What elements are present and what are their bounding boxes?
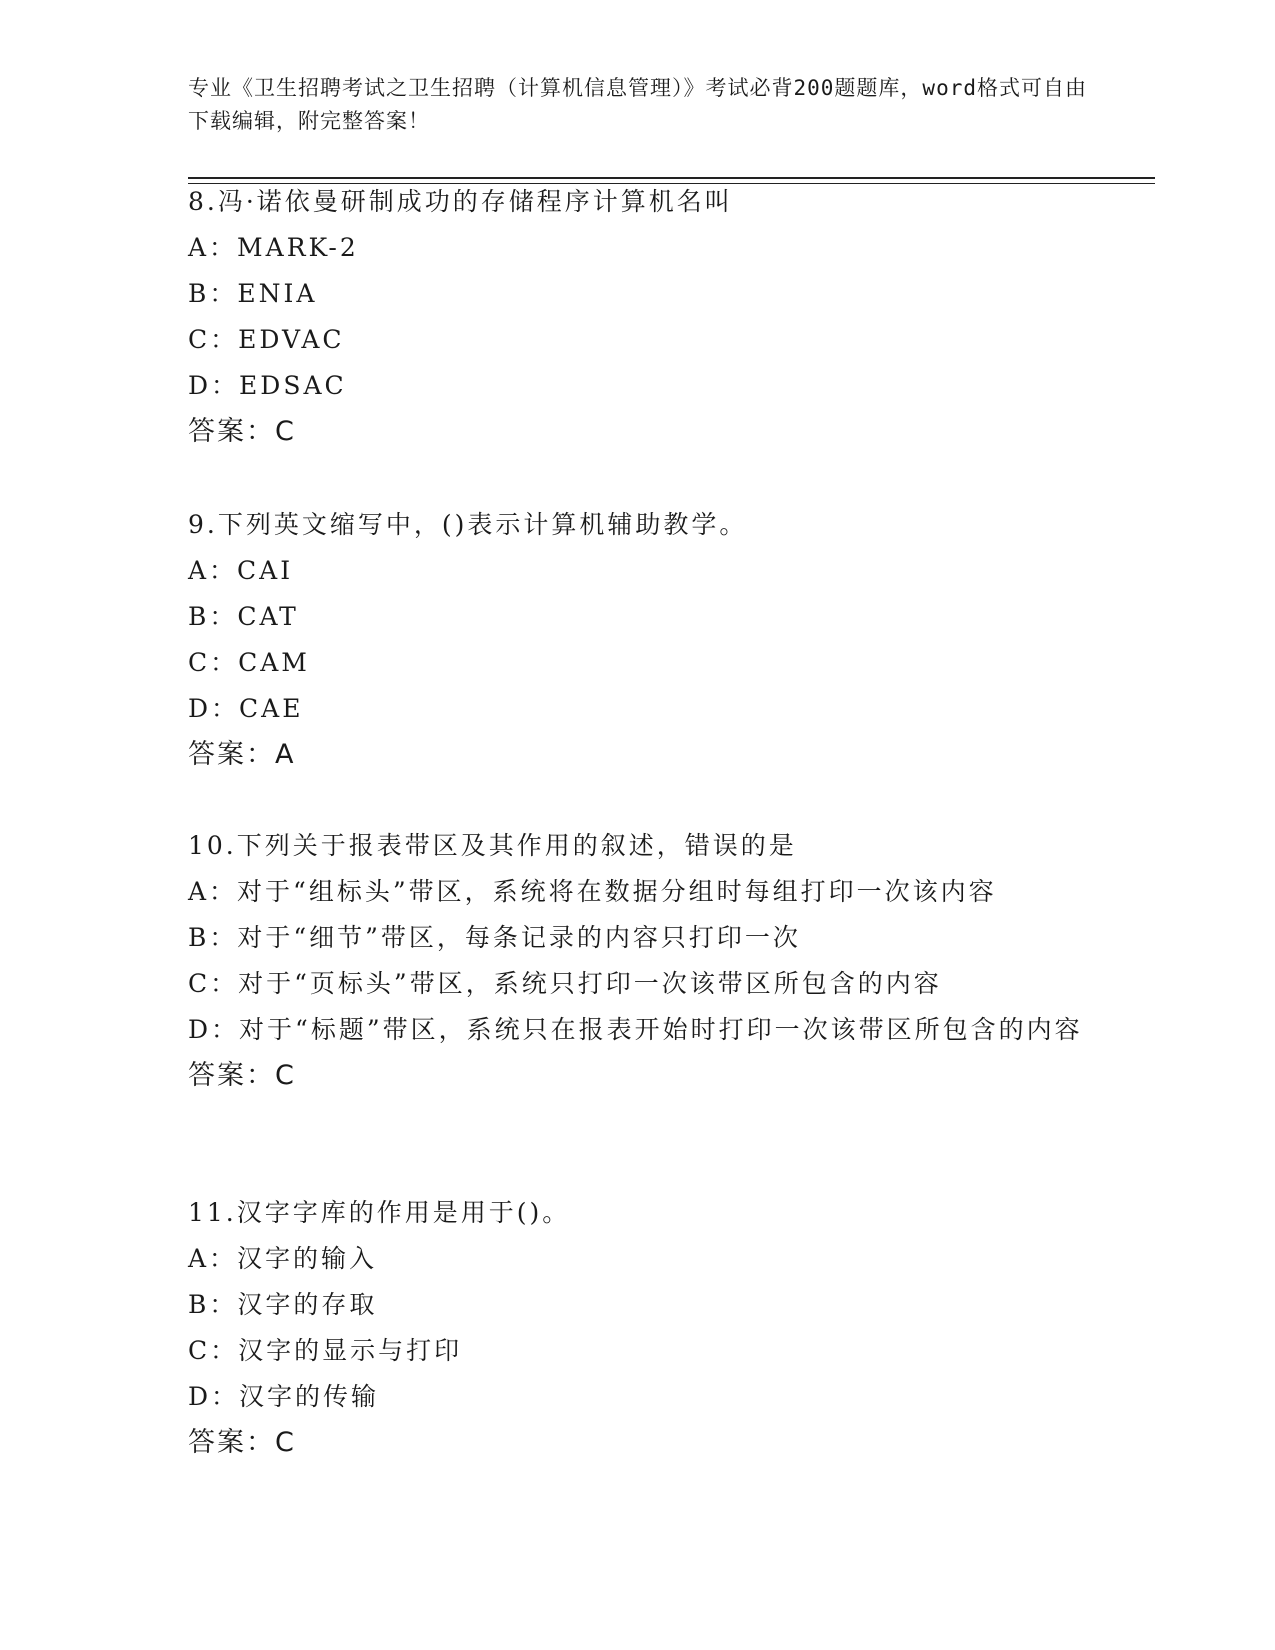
option-d: D：CAE	[188, 694, 304, 723]
question-stem: 8.冯·诺依曼研制成功的存储程序计算机名叫	[188, 187, 733, 216]
option-c: C：对于“页标头”带区，系统只打印一次该带区所包含的内容	[188, 969, 942, 998]
option-a: A：汉字的输入	[188, 1244, 378, 1273]
option-b: B：对于“细节”带区，每条记录的内容只打印一次	[188, 923, 801, 952]
option-d: D：汉字的传输	[188, 1382, 380, 1411]
question-8	[188, 179, 1108, 455]
option-c: C：CAM	[188, 648, 310, 677]
option-d: D：EDSAC	[188, 371, 347, 400]
answer: 答案：C	[188, 416, 296, 447]
answer: 答案：C	[188, 1060, 296, 1091]
question-stem: 9.下列英文缩写中，()表示计算机辅助教学。	[188, 510, 748, 539]
question-9	[188, 502, 1108, 778]
answer: 答案：A	[188, 739, 296, 770]
document-header: 专业《卫生招聘考试之卫生招聘（计算机信息管理）》考试必背200题题库，word格式可自由下载编辑，附完整答案！	[188, 76, 1087, 133]
option-c: C：汉字的显示与打印	[188, 1336, 463, 1365]
option-b: B：汉字的存取	[188, 1290, 378, 1319]
question-10	[188, 823, 1108, 1099]
option-a: A：MARK-2	[188, 233, 359, 262]
option-b: B：ENIA	[188, 279, 318, 308]
question-stem: 11.汉字字库的作用是用于()。	[188, 1198, 571, 1227]
option-c: C：EDVAC	[188, 325, 345, 354]
option-d: D：对于“标题”带区，系统只在报表开始时打印一次该带区所包含的内容	[188, 1015, 1083, 1044]
option-a: A：CAI	[188, 556, 294, 585]
answer: 答案：C	[188, 1427, 296, 1458]
option-b: B：CAT	[188, 602, 299, 631]
question-11	[188, 1190, 1108, 1466]
option-a: A：对于“组标头”带区，系统将在数据分组时每组打印一次该内容	[188, 877, 997, 906]
question-stem: 10.下列关于报表带区及其作用的叙述，错误的是	[188, 831, 797, 860]
